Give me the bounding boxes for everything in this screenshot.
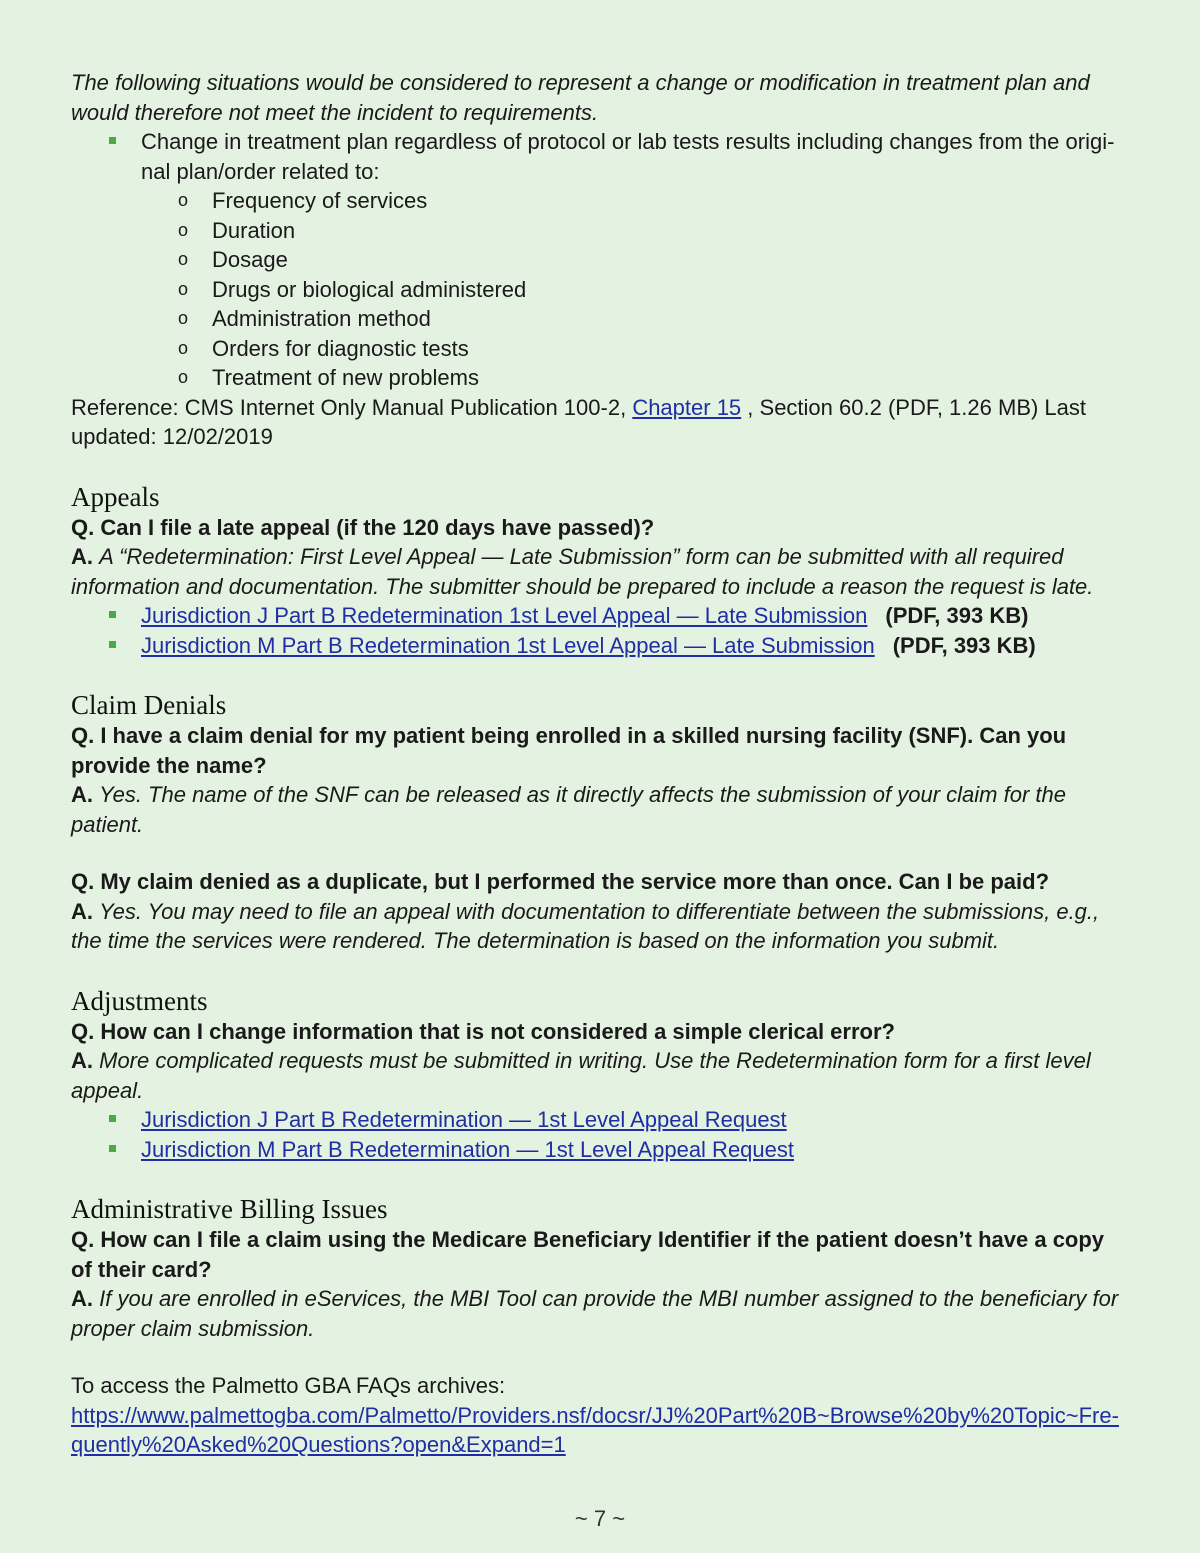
change-item-text: Change in treatment plan regardless of protocol or lab tests results including changes from the origi-nal plan/order related to: [141,129,1115,184]
appeal-request-j-link[interactable]: Jurisdiction J Part B Redetermination — 1st Level Appeal Request [141,1107,787,1132]
list-item: o Dosage [212,245,1129,275]
circle-bullet-icon: o [178,190,189,210]
list-item [141,631,1129,661]
circle-bullet-icon: o [178,249,189,269]
square-bullet-icon [109,1145,116,1152]
reference-line: Reference: CMS Internet Only Manual Publication 100-2, Chapter 15 , Section 60.2 (PDF, 1.26 MB) Last updated: 12/02/2019 [71,394,1087,449]
admin-billing-heading: Administrative Billing Issues [71,1194,388,1224]
page-number: ~ 7 ~ [574,1506,626,1531]
list-item [141,1105,1129,1135]
list-item [141,1135,1129,1165]
archives-link[interactable]: https://www.palmettogba.com/Palmetto/Providers.nsf/docsr/JJ%20Part%20B~Browse%20by%20Topic~Fre-quently%20Asked%20Questions?open&Expand=1 [71,1402,1119,1457]
file-size: (PDF, 393 KB) [885,603,1029,628]
appeals-question: Q. Can I file a late appeal (if the 120 days have passed)? [71,514,655,540]
circle-bullet-icon: o [178,278,189,299]
list-item: o Drugs or biological administered [212,275,1129,305]
appeals-links [71,601,1129,660]
late-appeal-j-link[interactable]: Jurisdiction J Part B Redetermination 1st Level Appeal — Late Submission [141,603,868,628]
sub-item-list [141,186,1129,393]
square-bullet-icon [109,641,116,648]
claim-denials-heading: Claim Denials [71,690,227,720]
circle-bullet-icon: o [178,308,189,328]
square-bullet-icon [109,1115,116,1122]
change-list [71,127,1129,393]
adjustments-question: Q. How can I change information that is not considered a simple clerical error? [71,1018,895,1044]
adjustments-answer: A. More complicated requests must be submitted in writing. Use the Redetermination form for a first level appeal. [71,1048,1091,1103]
list-item: o Administration method [212,304,1129,334]
chapter-15-link[interactable]: Chapter 15 [632,394,742,420]
list-item: o Treatment of new problems [212,363,1129,393]
admin-billing-question: Q. How can I file a claim using the Medicare Beneficiary Identifier if the patient doesn’t have a copy of their card? [71,1227,1105,1282]
square-bullet-icon [109,137,116,144]
claim-denials-answer-1: A. Yes. The name of the SNF can be released as it directly affects the submission of your claim for the patient. [71,782,1066,837]
list-item [141,127,1129,393]
appeal-request-m-link[interactable]: Jurisdiction M Part B Redetermination — 1st Level Appeal Request [141,1136,794,1162]
adjustments-heading: Adjustments [71,985,208,1016]
claim-denials-question-1: Q. I have a claim denial for my patient being enrolled in a skilled nursing facility (SNF). Can you provide the name? [71,723,1067,778]
page-content [71,68,1129,1460]
late-appeal-m-link[interactable]: Jurisdiction M Part B Redetermination 1st Level Appeal — Late Submission [141,632,875,658]
circle-bullet-icon: o [178,219,189,240]
admin-billing-answer: A. If you are enrolled in eServices, the MBI Tool can provide the MBI number assigned to the beneficiary for proper claim submission. [71,1286,1119,1341]
circle-bullet-icon: o [178,367,189,387]
claim-denials-question-2: Q. My claim denied as a duplicate, but I performed the service more than once. Can I be paid? [71,869,1050,894]
list-item: o Orders for diagnostic tests [212,334,1129,364]
circle-bullet-icon: o [178,337,189,358]
square-bullet-icon [109,611,116,618]
file-size: (PDF, 393 KB) [892,632,1036,658]
list-item [141,601,1129,631]
appeals-answer: A. A “Redetermination: First Level Appeal — Late Submission” form can be submitted with all required information and documentation. The submitter should be prepared to include a reason the request is late. [71,544,1094,599]
list-item: o Frequency of services [212,186,1129,216]
appeals-heading: Appeals [71,481,160,512]
intro-paragraph: The following situations would be considered to represent a change or modification in treatment plan and would therefore not meet the incident to requirements. [71,70,1090,125]
claim-denials-answer-2: A. Yes. You may need to file an appeal with documentation to differentiate between the submissions, e.g., the time the services were rendered. The determination is based on the information you submit. [71,898,1100,953]
list-item: o Duration [212,216,1129,246]
archives-text: To access the Palmetto GBA FAQs archives: [71,1373,506,1398]
adjustments-links [71,1105,1129,1164]
